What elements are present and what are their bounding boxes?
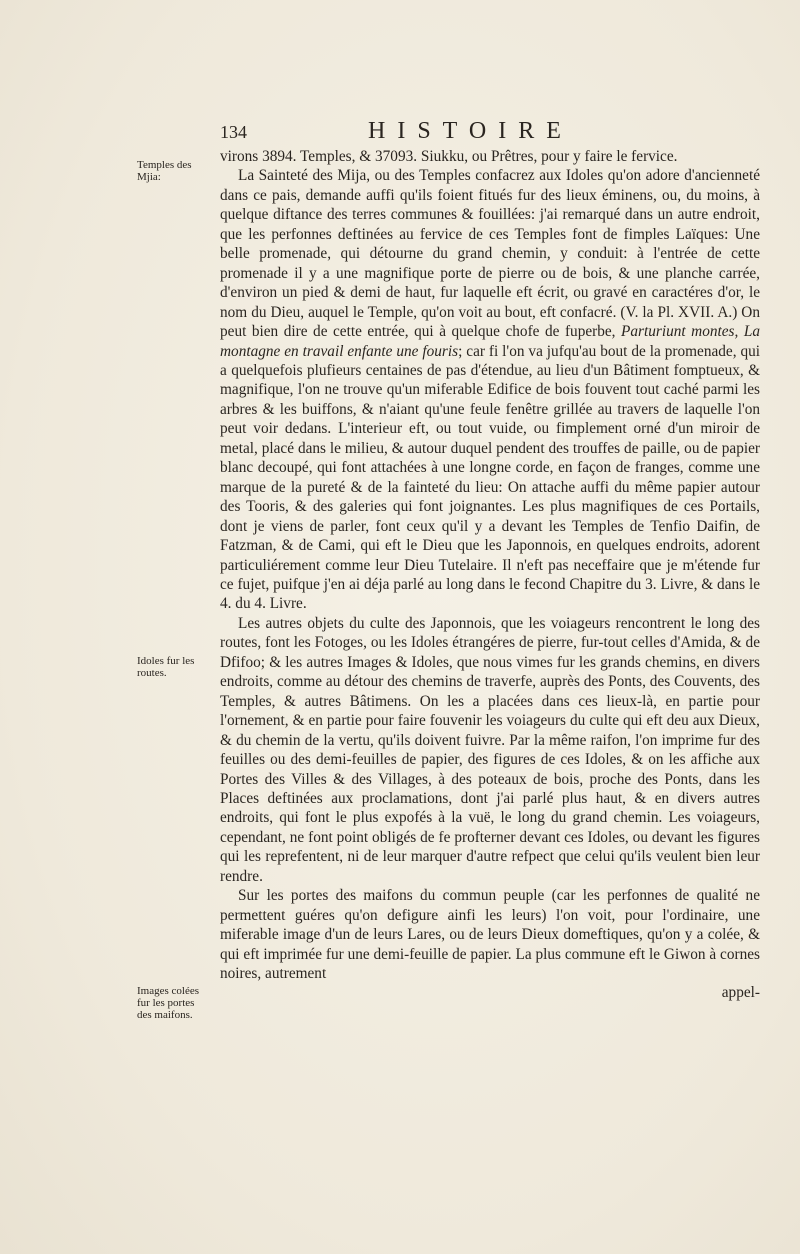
margin-note-images: Images colées fur les portes des maifons. [137,985,199,1021]
body-text [220,147,760,1003]
paragraph-italic-quote: Parturiunt montes, La montagne en travail enfante une fouris [220,323,761,360]
margin-note-idoles: Idoles fur les routes. [137,655,195,679]
margin-note-temples: Temples des Mjia: [137,159,192,183]
paragraph: virons 3894. Temples, & 37093. Siukku, ou Prêtres, pour y faire le fervice. [220,148,678,165]
catchword: appel- [721,984,760,1002]
page-number: 134 [220,122,247,142]
paragraph-text: ; car fi l'on va jufqu'au bout de la promenade, qui a quelquefois plufieurs centaines de pas d'étendue, au lieu d'un Bâtiment fomptueux, & magnifique, l'on ne trouve qu'un miferable Edifice de bois fouvent tout caché parmi les arbres & les buiffons, & n'aiant qu'une feule fenêtre grillée au travers de laquelle l'on peut voir dedans. L'interieur eft, ou tout vuide, ou fimplement orné d'un miroir de metal, placé dans le milieu, & autour duquel pendent des trouffes de paille, ou de papier blanc decoupé, qui font attachées à une longne corde, en façon de franges, comme une marque de la pureté & de la fainteté du lieu: On attache auffi du même papier autour des Tooris, & des galeries qui font joignantes. Les plus magnifiques de ces Portails, dont je viens de parler, font ceux qu'il y a devant les Temples de Tenfio Daifin, de Fatzman, & de Cami, qui eft le Dieu que les Japonnois, en quelques endroits, adorent particuliérement comme leur Dieu Tutelaire. Il n'eft pas neceffaire que je m'étende fur ce fujet, puifque j'en ai déja parlé au long dans le fecond Chapitre du 3. Livre, & dans le 4. du 4. Livre. [220,342,761,613]
paragraph [220,166,760,613]
running-title: HISTOIRE [368,118,573,144]
page-header [220,118,760,148]
paragraph: Les autres objets du culte des Japonnois, que les voiageurs rencontrent le long des routes, font les Fotoges, ou les Idoles étrangéres de pierre, fur-tout celles d'Amida, & de Dfifoo; & les autres Images & Idoles, que nous vimes fur les grands chemins, en divers endroits, comme au détour des chemins de traverfe, auprès des Ponts, des Couvents, des Temples, & autres Bâtimens. On les a placées dans ces lieux-là, en partie pour l'ornement, & en partie pour faire fouvenir les voiageurs du culte qui eft deu aux Dieux, & du chemin de la vertu, qu'ils doivent fuivre. Par la même raifon, l'on imprime fur des feuilles ou des demi-feuilles de papier, des figures de ces Idoles, & on les affiche aux Portes des Villes & des Villages, à des poteaux de bois, proche des Ponts, dans les Places deftinées aux proclamations, dont j'ai parlé plus haut, & en divers autres endroits, qui font le plus expofés à la vuë, le long du grand chemin. Les voiageurs, cependant, ne font point obligés de fe profterner devant ces Idoles, ou devant les figures qui les reprefentent, ni de leur marquer d'autre refpect que celui qu'ils veulent bien leur rendre. [220,614,760,885]
paragraph-text: La Sainteté des Mija, ou des Temples confacrez aux Idoles qu'on adore d'ancienneté dans ce pais, demande auffi qu'ils foient fitués fur des lieux éminens, ou, du moins, à quelque diftance des terres communes & fouillées: j'ai remarqué dans un autre endroit, que les perfonnes deftinées au fervice de ces Temples font de fimples Laïques: Une belle promenade, qui détourne du grand chemin, y conduit: à l'entrée de cette promenade il y a une magnifique porte de pierre ou de bois, & une planche carrée, d'environ un pied & demi de haut, fur laquelle eft écrit, ou gravé en caractéres d'or, le nom du Dieu, auquel le Temple, qu'on voit au bout, eft confacré. (V. la Pl. XVII. A.) On peut bien dire de cette entrée, qui à quelque chofe de fuperbe, [220,167,760,341]
paragraph: Sur les portes des maifons du commun peuple (car les perfonnes de qualité ne permettent guéres qu'on defigure ainfi les leurs) l'on voit, pour l'ordinaire, une miferable image d'un de leurs Lares, ou de leurs Dieux domeftiques, qu'on y a colée, & qui eft imprimée fur une demi-feuille de papier. La plus commune eft le Giwon à cornes noires, autrement [220,887,760,983]
